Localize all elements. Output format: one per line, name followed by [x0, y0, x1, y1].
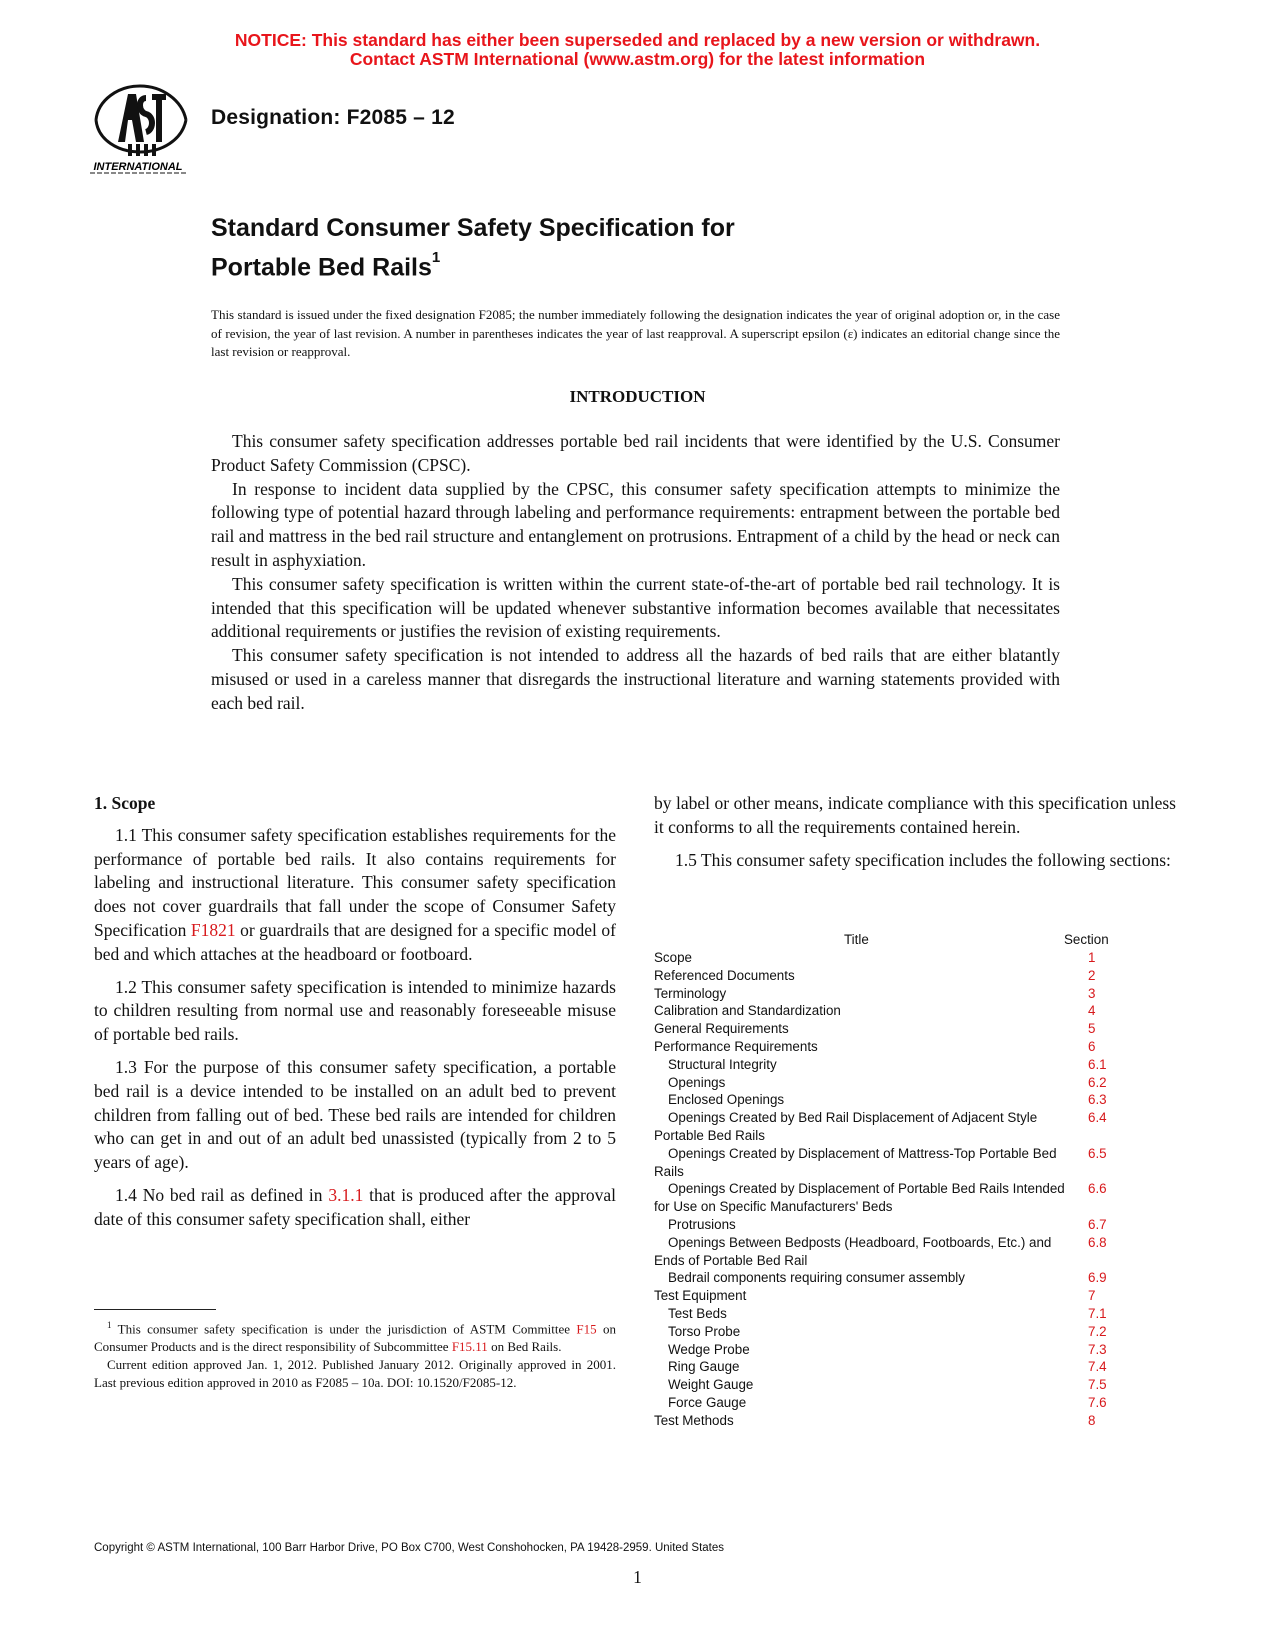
link-f15[interactable]: F15 [576, 1321, 597, 1337]
section-title: Structural Integrity [668, 1056, 777, 1072]
sections-table-header [654, 931, 1174, 949]
section-title: Openings Created by Bed Rail Displacement of Adjacent Style Portable Bed Rails [654, 1110, 1038, 1143]
table-row [654, 1376, 1174, 1394]
section-link[interactable]: 6.4 [1088, 1110, 1107, 1126]
paragraph-1-4-text-a: 1.4 No bed rail as defined in [115, 1184, 329, 1205]
section-link[interactable]: 6.3 [1088, 1092, 1107, 1108]
section-title: Calibration and Standardization [654, 1003, 841, 1019]
section-link[interactable]: 6.7 [1088, 1216, 1107, 1232]
paragraph-1-4-continued: by label or other means, indicate compliance with this specification unless it conforms to all the requirements contained herein. [654, 793, 1176, 837]
section-link[interactable]: 7.4 [1088, 1359, 1107, 1375]
section-title: Scope [654, 950, 692, 965]
section-link[interactable]: 7.2 [1088, 1323, 1107, 1339]
table-row [654, 1234, 1174, 1270]
section-link[interactable]: 6.8 [1088, 1234, 1107, 1250]
document-title [211, 212, 735, 284]
table-row [654, 967, 1174, 985]
section-link[interactable]: 2 [1088, 967, 1096, 983]
footnote-mark: 1 [107, 1320, 112, 1330]
paragraph-1-2: 1.2 This consumer safety specification is intended to minimize hazards to children resulting from normal use and reasonably foreseeable misuse of portable bed rails. [94, 976, 616, 1045]
section-title: Test Methods [654, 1412, 734, 1428]
section-link[interactable]: 3 [1088, 985, 1096, 1001]
section-link[interactable]: 6.9 [1088, 1270, 1107, 1286]
section-link[interactable]: 8 [1088, 1412, 1096, 1428]
table-row [654, 1216, 1174, 1234]
table-row [654, 1287, 1174, 1305]
table-row [654, 985, 1174, 1003]
section-link[interactable]: 7.3 [1088, 1341, 1107, 1357]
introduction-body [211, 430, 1060, 716]
copyright: Copyright © ASTM International, 100 Barr Harbor Drive, PO Box C700, West Conshohocken, PA 19428-2959. United States [94, 1542, 725, 1554]
section-title: Test Equipment [654, 1288, 747, 1304]
footnote-text-1: This consumer safety specification is under the jurisdiction of ASTM Committee [111, 1321, 577, 1337]
notice-line-2: Contact ASTM International (www.astm.org) for the latest information [349, 49, 926, 69]
section-title: Openings Created by Displacement of Mattress-Top Portable Bed Rails [654, 1145, 1057, 1179]
table-row [654, 1091, 1174, 1109]
section-title: Protrusions [668, 1216, 736, 1232]
astm-logo-mark [88, 80, 198, 176]
link-f15-11[interactable]: F15.11 [451, 1339, 488, 1355]
intro-paragraph: In response to incident data supplied by the CPSC, this consumer safety specification attempts to minimize the following type of potential hazard through labeling and performance requirements: entrapment between the portable bed rail and mattress in the bed rail structure and entanglement on protrusions. Entrapment of a child by the head or neck can result in asphyxiation. [211, 478, 1060, 570]
section-link[interactable]: 6 [1088, 1038, 1096, 1054]
right-column [654, 792, 1176, 881]
page-number: 1 [633, 1567, 642, 1587]
introduction-heading: INTRODUCTION [569, 387, 706, 406]
table-row [654, 1056, 1174, 1074]
section-column-header: Section [1064, 932, 1109, 947]
title-footnote-mark: 1 [431, 249, 441, 266]
footnote-text-3: on Bed Rails. [487, 1339, 562, 1355]
link-3-1-1[interactable]: 3.1.1 [328, 1184, 364, 1205]
table-row [654, 1020, 1174, 1038]
left-column [94, 792, 616, 1241]
section-link[interactable]: 4 [1088, 1003, 1096, 1019]
section-link[interactable]: 6.2 [1088, 1074, 1107, 1090]
intro-paragraph: This consumer safety specification addresses portable bed rail incidents that were identified by the U.S. Consumer Product Safety Commission (CPSC). [211, 431, 1060, 475]
section-title: Wedge Probe [668, 1341, 750, 1357]
paragraph-1-1 [94, 824, 616, 967]
link-f1821[interactable]: F1821 [190, 919, 236, 940]
intro-paragraph: This consumer safety specification is written within the current state-of-the-art of portable bed rail technology. It is intended that this specification will be updated whenever substantive information becomes available that necessitates additional requirements or justifies the revision of existing requirements. [211, 573, 1060, 642]
astm-logo [88, 80, 198, 176]
section-title: Openings Between Bedposts (Headboard, Footboards, Etc.) and Ends of Portable Bed Rail [654, 1234, 1052, 1268]
paragraph-1-5: 1.5 This consumer safety specification includes the following sections: [675, 849, 1171, 870]
section-title: Performance Requirements [654, 1038, 818, 1054]
section-title: Force Gauge [668, 1394, 747, 1410]
table-row [654, 949, 1174, 967]
table-row [654, 1394, 1174, 1412]
section-title: Enclosed Openings [668, 1092, 785, 1108]
table-row [654, 1145, 1174, 1181]
paragraph-1-4 [94, 1184, 616, 1232]
section-title: General Requirements [654, 1021, 789, 1037]
section-title: Test Beds [668, 1305, 727, 1321]
section-link[interactable]: 7.1 [1088, 1305, 1107, 1321]
title-column-header: Title [844, 932, 869, 947]
title-line-2-text: Portable Bed Rails [211, 253, 432, 282]
table-row [654, 1074, 1174, 1092]
preface-note: This standard is issued under the fixed designation F2085; the number immediately following the designation indicates the year of original adoption or, in the case of revision, the year of last revision. A number in parentheses indicates the year of last reapproval. A superscript epsilon (ε) indicates an editorial change since the last revision or reapproval. [211, 307, 1060, 359]
section-link[interactable]: 6.6 [1088, 1181, 1107, 1197]
scope-heading: 1. Scope [94, 793, 156, 813]
table-row [654, 1038, 1174, 1056]
footnote-text-2: on Consumer Products and is the direct responsibility of Subcommittee [94, 1321, 616, 1355]
paragraph-1-4-text-b: that is produced after the approval date of this consumer safety specification shall, either [94, 1184, 616, 1229]
table-row [654, 1341, 1174, 1359]
sections-table [654, 931, 1174, 1430]
section-title: Openings Created by Displacement of Portable Bed Rails Intended for Use on Specific Manufacturers' Beds [654, 1181, 1065, 1215]
footnote-divider [94, 1309, 216, 1310]
table-row [654, 1180, 1174, 1216]
table-row [654, 1002, 1174, 1020]
section-link[interactable]: 1 [1088, 950, 1096, 965]
table-row [654, 1358, 1174, 1376]
logo-international-text: INTERNATIONAL [93, 161, 183, 173]
table-row [654, 1305, 1174, 1323]
footnote-paragraph-1 [94, 1316, 616, 1356]
intro-paragraph: This consumer safety specification is not intended to address all the hazards of bed rails that are either blatantly misused or used in a careless manner that disregards the instructional literature and warning statements provided with each bed rail. [211, 645, 1060, 713]
sections-table-body [654, 949, 1174, 1430]
section-link[interactable]: 7.6 [1088, 1394, 1107, 1410]
section-title: Openings [668, 1074, 726, 1090]
paragraph-1-1-text-b: or guardrails that are designed for a specific model of bed and which attaches at the headboard or footboard. [94, 919, 616, 964]
table-row [654, 1323, 1174, 1341]
paragraph-1-1-text-a: 1.1 This consumer safety specification establishes requirements for the performance of portable bed rails. It also contains requirements for labeling and instructional literature. This consumer safety specification does not cover guardrails that fall under the scope of Consumer Safety Specification [94, 824, 616, 940]
notice-line-1: NOTICE: This standard has either been superseded and replaced by a new version or withdrawn. [234, 30, 1041, 50]
section-title: Weight Gauge [668, 1377, 754, 1393]
table-row [654, 1109, 1174, 1145]
footnote [94, 1316, 616, 1392]
title-line-2 [211, 245, 735, 284]
section-link[interactable]: 6.5 [1088, 1145, 1107, 1161]
designation: Designation: F2085 – 12 [211, 106, 455, 129]
section-title: Bedrail components requiring consumer assembly [668, 1270, 965, 1286]
table-row [654, 1412, 1174, 1430]
section-link[interactable]: 5 [1088, 1021, 1096, 1037]
section-title: Ring Gauge [668, 1359, 740, 1375]
withdrawal-notice [0, 31, 1275, 69]
section-title: Referenced Documents [654, 967, 795, 983]
table-row [654, 1269, 1174, 1287]
section-link[interactable]: 7.5 [1088, 1377, 1107, 1393]
footnote-paragraph-2: Current edition approved Jan. 1, 2012. Published January 2012. Originally approved in 2001. Last previous edition approved in 2010 as F2085 – 10a. DOI: 10.1520/F2085-12. [94, 1357, 616, 1391]
section-link[interactable]: 7 [1088, 1288, 1096, 1304]
section-title: Torso Probe [668, 1323, 741, 1339]
section-title: Terminology [654, 985, 727, 1001]
paragraph-1-3: 1.3 For the purpose of this consumer safety specification, a portable bed rail is a device intended to be installed on an adult bed to prevent children from falling out of bed. These bed rails are intended for children who can get in and out of an adult bed unassisted (typically from 2 to 5 years of age). [94, 1056, 616, 1173]
section-link[interactable]: 6.1 [1088, 1056, 1107, 1072]
title-line-1: Standard Consumer Safety Specification for [211, 214, 735, 242]
